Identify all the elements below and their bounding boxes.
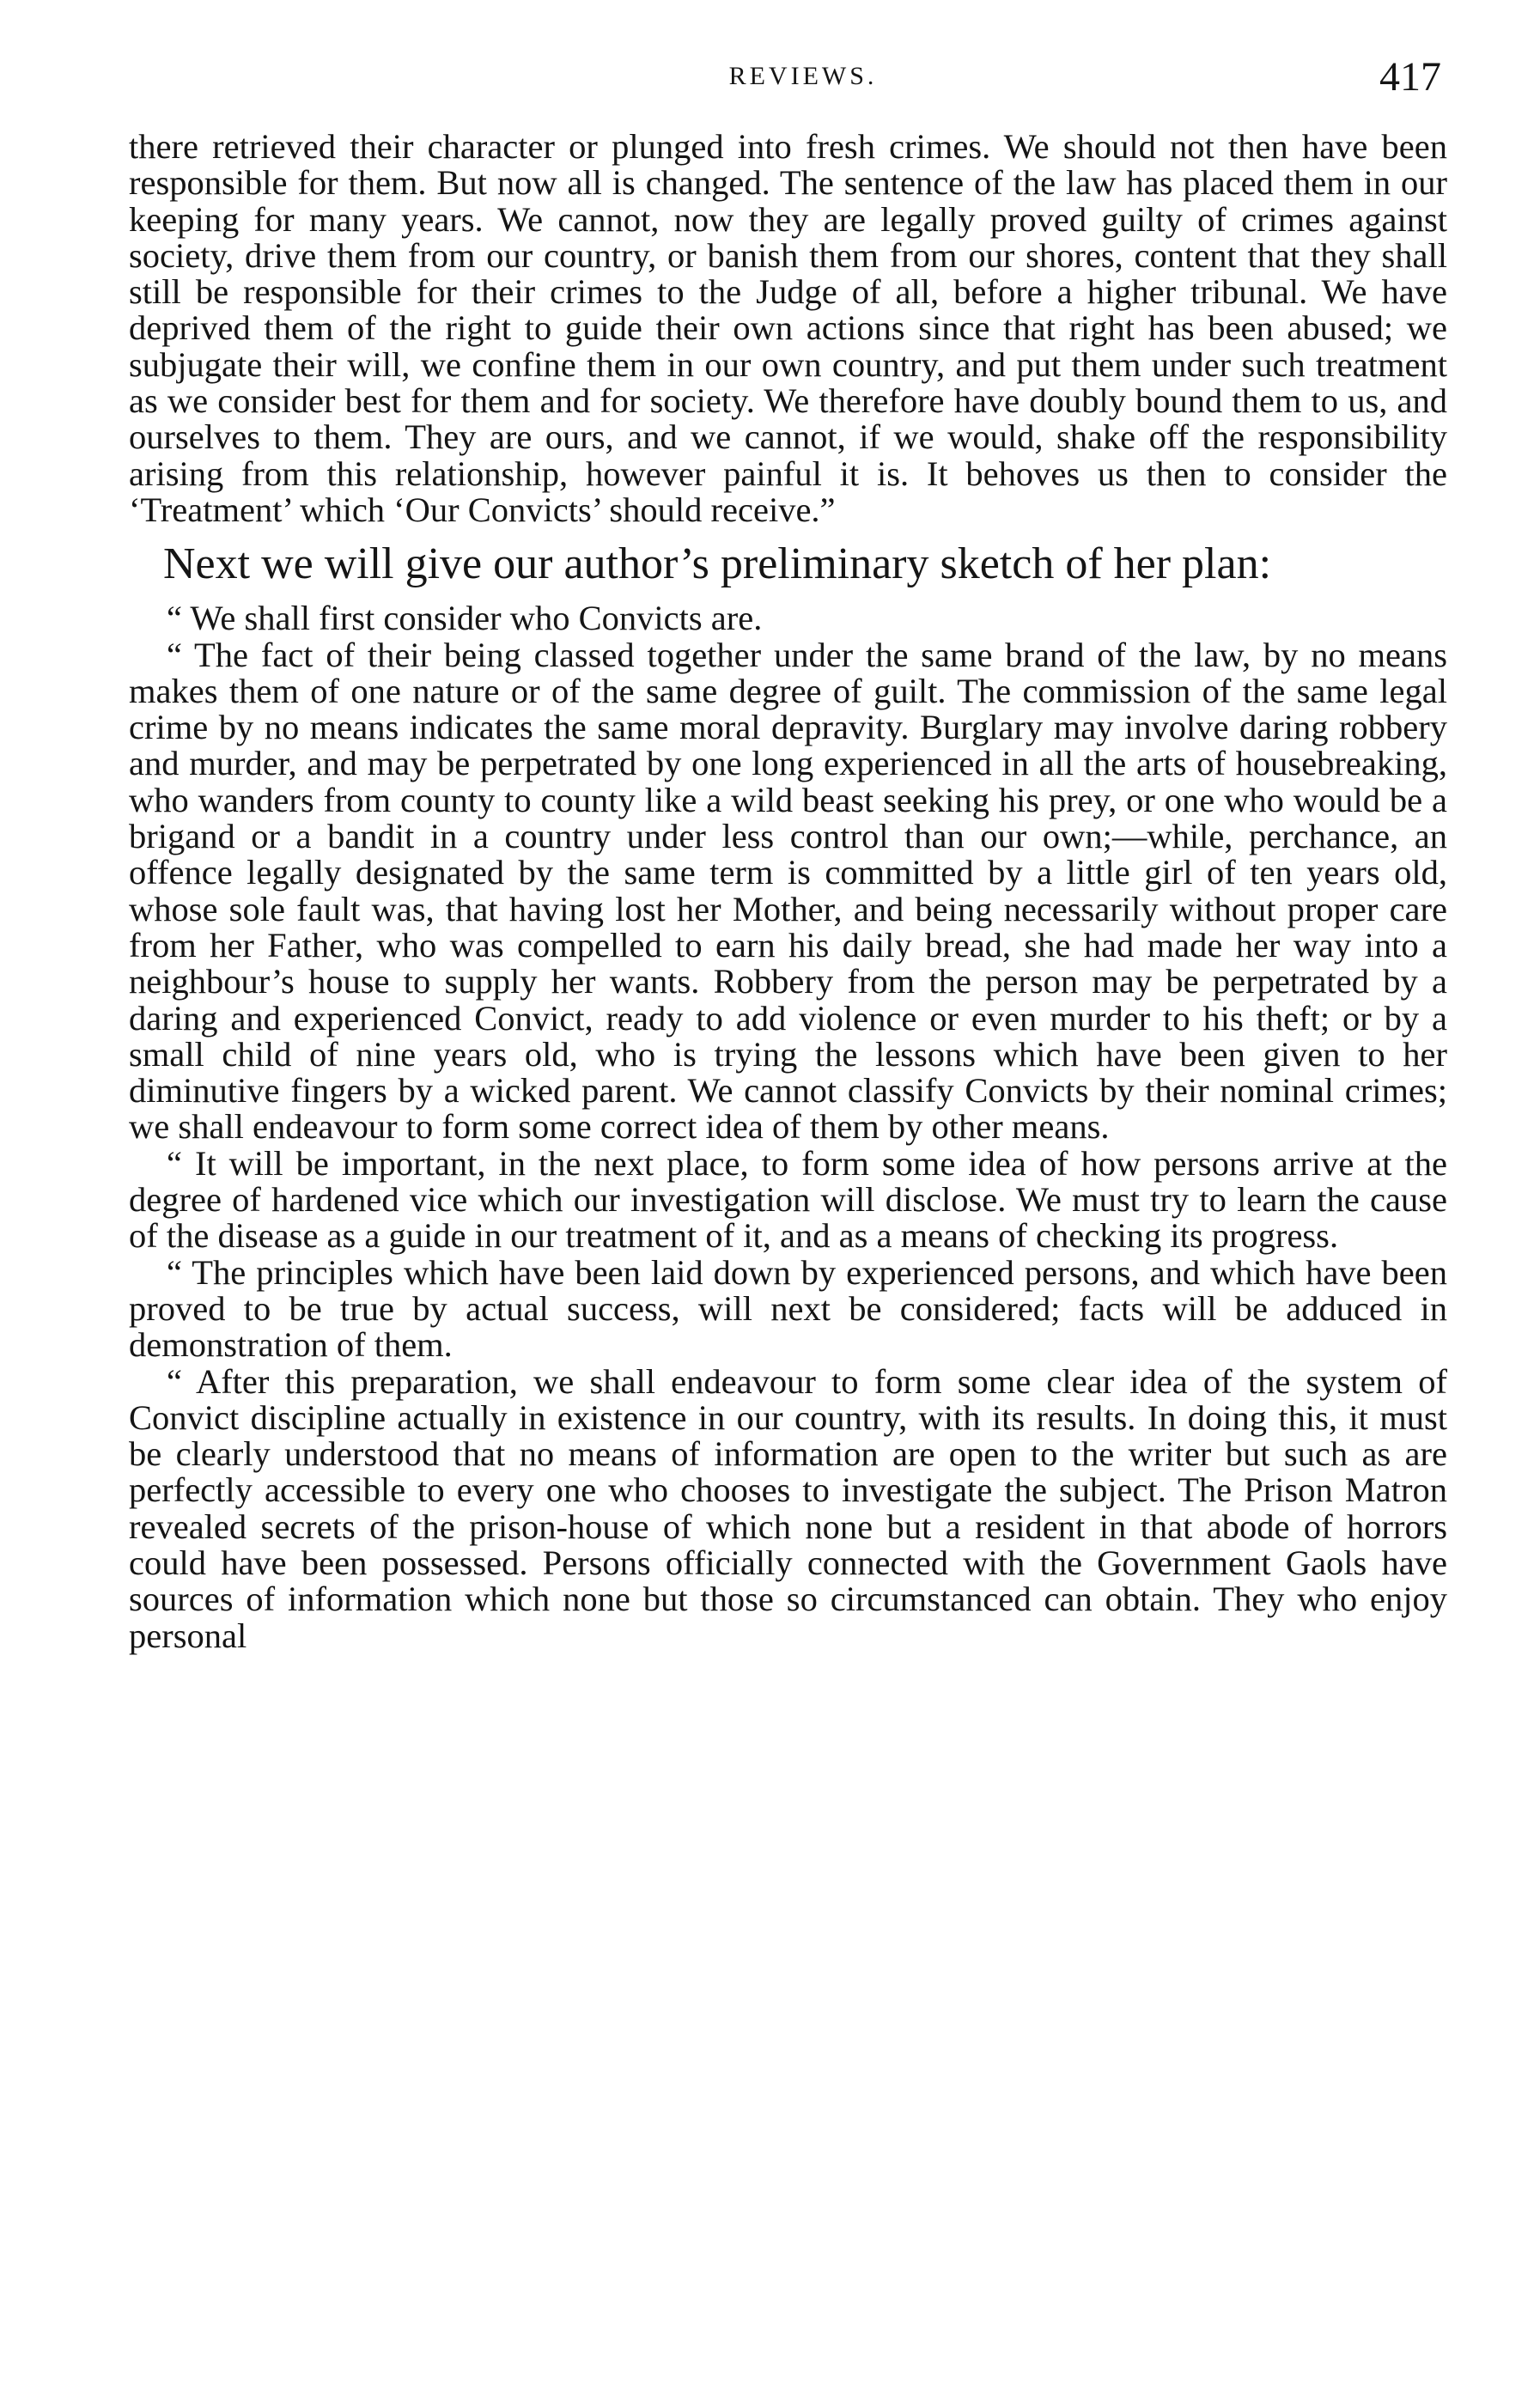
body-text — [129, 129, 1447, 1654]
page-header — [163, 53, 1443, 105]
paragraph-classification-of-crimes: “ The fact of their being classed together under the same brand of the law, by no means makes them of one nature or of the same degree of guilt. The commission of the same legal crime by no means indicates the same moral depravity. Burglary may involve daring robbery and murder, and may be perpetrated by one long experienced in all the arts of housebreaking, who wanders from county to county like a wild beast seeking his prey, or one who would be a brigand or a bandit in a country under less control than our own;—while, perchance, an offence legally designated by the same term is committed by a little girl of ten years old, whose sole fault was, that having lost her Mother, and being necessarily without proper care from her Father, who was compelled to earn his daily bread, she had made her way into a neighbour’s house to supply her wants. Robbery from the person may be perpetrated by a daring and experienced Convict, ready to add violence or even murder to his theft; or by a small child of nine years old, who is trying the lessons which have been given to her diminutive fingers by a wicked parent. We cannot classify Convicts by their nominal crimes; we shall endeavour to form some correct idea of them by other means. — [129, 635, 1447, 1147]
paragraph-who-convicts-are: “ We shall first consider who Convicts are. — [167, 599, 763, 638]
paragraph-convict-discipline: “ After this preparation, we shall endeavour to form some clear idea of the system of Convict discipline actually in existence in our country, with its results. In doing this, it must be clearly understood that no means of information are open to the writer but such as are perfectly accessible to every one who chooses to investigate the subject. The Prison Matron revealed secrets of the prison-house of which none but a resident in that abode of horrors could have been possessed. Persons officially connected with the Government Gaols have sources of information which none but those so circumstanced can obtain. They who enjoy personal — [129, 1361, 1447, 1655]
running-head: REVIEWS. — [728, 62, 878, 90]
paragraph-hardened-vice: “ It will be important, in the next place, to form some idea of how persons arrive at the degree of hardened vice which our investigation will disclose. We must try to learn the cause of the disease as a guide in our treatment of it, and as a means of checking its progress. — [129, 1143, 1447, 1256]
page-number: 417 — [1379, 54, 1441, 100]
paragraph-continued-quote: there retrieved their character or plunged into fresh crimes. We should not then have been responsible for them. But now all is changed. The sentence of the law has placed them in our keeping for many years. We cannot, now they are legally proved guilty of crimes against society, drive them from our country, or banish them from our shores, content that they shall still be responsible for their crimes to the Judge of all, before a higher tribunal. We have deprived them of the right to guide their own actions since that right has been abused; we subjugate their will, we confine them in our own country, and put them under such treatment as we consider best for them and for society. We therefore have doubly bound them to us, and ourselves to them. They are ours, and we cannot, if we would, shake off the responsibility arising from this relationship, however painful it is. It behoves us then to consider the ‘Treatment’ which ‘Our Convicts’ should receive.” — [129, 127, 1447, 529]
paragraph-principles: “ The principles which have been laid down by experienced persons, and which have been proved to be true by actual success, will next be considered; facts will be adduced in demonstration of them. — [129, 1252, 1447, 1365]
paragraph-plan-introduction: Next we will give our author’s preliminary sketch of her plan: — [163, 539, 1272, 589]
